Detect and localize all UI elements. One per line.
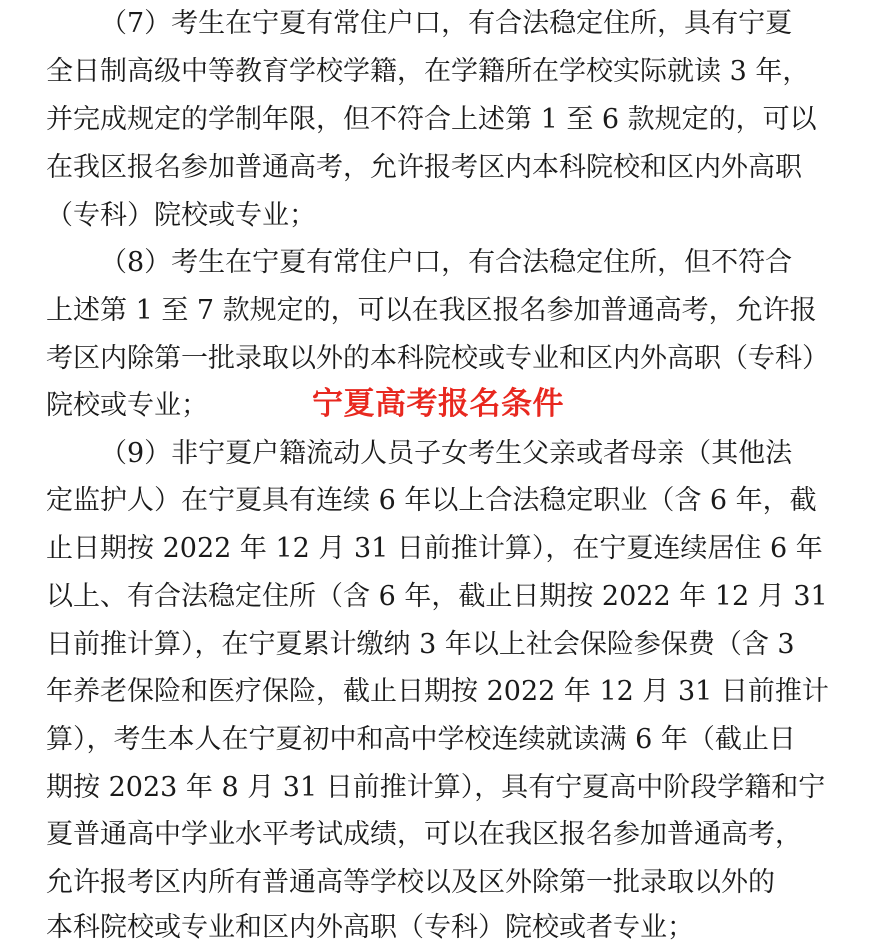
paragraph-7-line-5: （专科）院校或专业； <box>46 200 316 231</box>
paragraph-7-line-2: 全日制高级中等教育学校学籍，在学籍所在学校实际就读 3 年， <box>46 56 810 87</box>
paragraph-9-line-7: 算），考生本人在宁夏初中和高中学校连续就读满 6 年（截止日 <box>46 724 796 755</box>
paragraph-8-line-3: 考区内除第一批录取以外的本科院校或专业和区内外高职（专科） <box>46 343 829 374</box>
paragraph-7-line-3: 并完成规定的学制年限，但不符合上述第 1 至 6 款规定的，可以 <box>46 104 817 135</box>
paragraph-8-line-2: 上述第 1 至 7 款规定的，可以在我区报名参加普通高考，允许报 <box>46 295 817 326</box>
paragraph-9-line-10: 允许报考区内所有普通高等学校以及区外除第一批录取以外的 <box>46 867 775 898</box>
paragraph-9-line-2: 定监护人）在宁夏具有连续 6 年以上合法稳定职业（含 6 年，截 <box>46 485 817 516</box>
paragraph-9-line-11: 本科院校或专业和区内外高职（专科）院校或者专业； <box>46 912 694 943</box>
paragraph-9-line-4: 以上、有合法稳定住所（含 6 年，截止日期按 2022 年 12 月 31 <box>46 581 828 612</box>
paragraph-9-line-8: 期按 2023 年 8 月 31 日前推计算），具有宁夏高中阶段学籍和宁 <box>46 772 826 803</box>
paragraph-7-line-4: 在我区报名参加普通高考，允许报考区内本科院校和区内外高职 <box>46 152 802 183</box>
paragraph-9-line-6: 年养老保险和医疗保险，截止日期按 2022 年 12 月 31 日前推计 <box>46 676 829 707</box>
paragraph-9-line-3: 止日期按 2022 年 12 月 31 日前推计算），在宁夏连续居住 6 年 <box>46 533 823 564</box>
paragraph-9-line-1: （9）非宁夏户籍流动人员子女考生父亲或者母亲（其他法 <box>100 438 793 469</box>
paragraph-8-line-1: （8）考生在宁夏有常住户口，有合法稳定住所，但不符合 <box>100 247 793 278</box>
paragraph-8-line-4: 院校或专业； <box>46 390 208 421</box>
paragraph-9-line-5: 日前推计算），在宁夏累计缴纳 3 年以上社会保险参保费（含 3 <box>46 629 795 660</box>
overlay-title: 宁夏高考报名条件 <box>312 386 564 422</box>
paragraph-7-line-1: （7）考生在宁夏有常住户口，有合法稳定住所，具有宁夏 <box>100 8 793 39</box>
paragraph-9-line-9: 夏普通高中学业水平考试成绩，可以在我区报名参加普通高考， <box>46 819 802 850</box>
